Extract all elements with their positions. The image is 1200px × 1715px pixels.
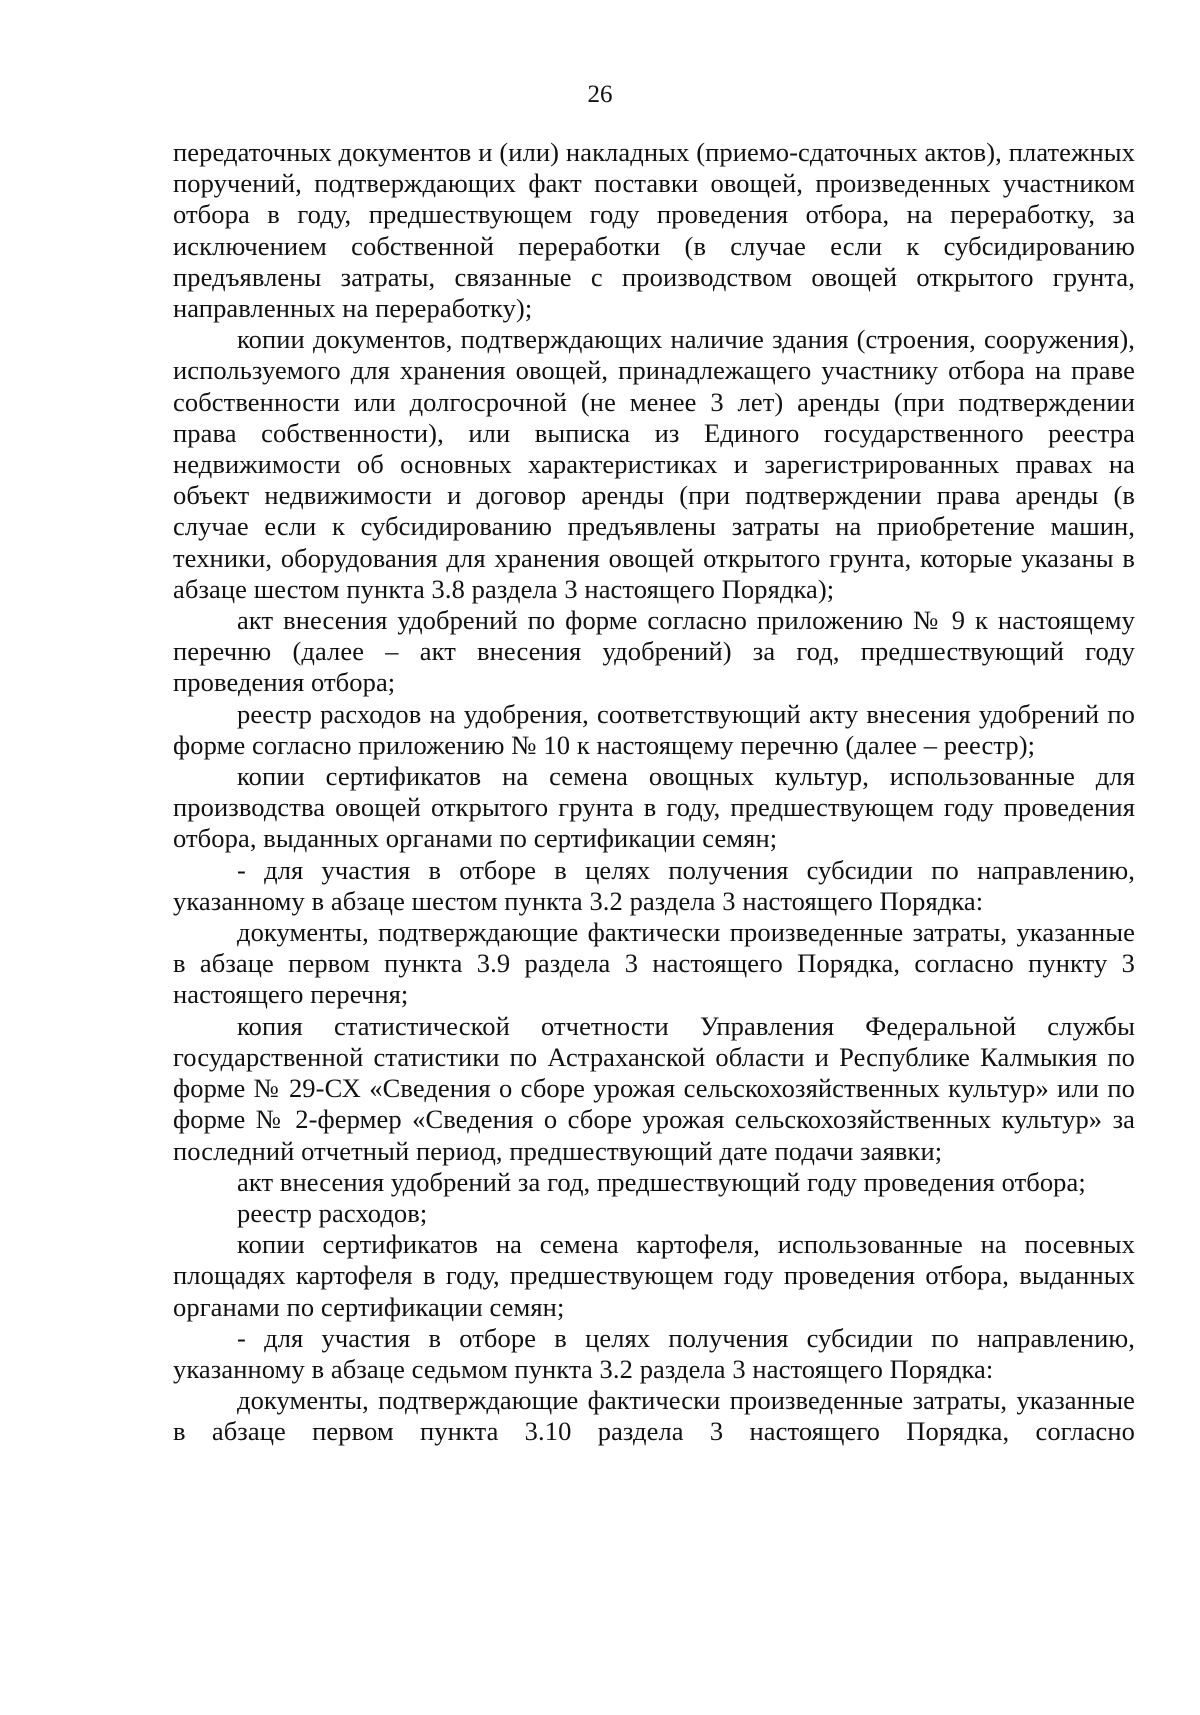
- paragraph-6: - для участия в отборе в целях получения субсидии по направлению, указанному в абзаце шестом пункта 3.2 раздела 3 настоящего Порядка:: [173, 854, 1135, 916]
- page-number: 26: [587, 81, 613, 108]
- paragraph-13: документы, подтверждающие фактически произведенные затраты, указанные в абзаце первом пункта 3.10 раздела 3 настоящего Порядка, согласно: [173, 1385, 1135, 1447]
- paragraph-10: реестр расходов;: [237, 1197, 428, 1228]
- document-body: [173, 137, 1135, 1448]
- paragraph-8: копия статистической отчетности Управления Федеральной службы государственной статистики по Астраханской области и Республике Калмыкия по форме № 29-СХ «Сведения о сборе урожая сельскохозяйственных культур» или по форме № 2-фермер «Сведения о сборе урожая сельскохозяйственных культур» за последний отчетный период, предшествующий дате подачи заявки;: [173, 1010, 1135, 1166]
- paragraph-2: копии документов, подтверждающих наличие здания (строения, сооружения), используемого для хранения овощей, принадлежащего участнику отбора на праве собственности или долгосрочной (не менее 3 лет) аренды (при подтверждении права собственности), или выписка из Единого государственного реестра недвижимости об основных характеристиках и зарегистрированных правах на объект недвижимости и договор аренды (при подтверждении права аренды (в случае если к субсидированию предъявлены затраты на приобретение машин, техники, оборудования для хранения овощей открытого грунта, которые указаны в абзаце шестом пункта 3.8 раздела 3 настоящего Порядка);: [173, 324, 1135, 604]
- paragraph-5: копии сертификатов на семена овощных культур, использованные для производства овощей открытого грунта в году, предшествующем году проведения отбора, выданных органами по сертификации семян;: [173, 761, 1135, 854]
- paragraph-3: акт внесения удобрений по форме согласно приложению № 9 к настоящему перечню (далее – акт внесения удобрений) за год, предшествующий году проведения отбора;: [173, 605, 1135, 698]
- paragraph-12: - для участия в отборе в целях получения субсидии по направлению, указанному в абзаце седьмом пункта 3.2 раздела 3 настоящего Порядка:: [173, 1322, 1135, 1384]
- paragraph-11: копии сертификатов на семена картофеля, использованные на посевных площадях картофеля в году, предшествующем году проведения отбора, выданных органами по сертификации семян;: [173, 1229, 1135, 1322]
- paragraph-7: документы, подтверждающие фактически произведенные затраты, указанные в абзаце первом пункта 3.9 раздела 3 настоящего Порядка, согласно пункту 3 настоящего перечня;: [173, 917, 1135, 1010]
- paragraph-1: передаточных документов и (или) накладных (приемо-сдаточных актов), платежных поручений, подтверждающих факт поставки овощей, произведенных участником отбора в году, предшествующем году проведения отбора, на переработку, за исключением собственной переработки (в случае если к субсидированию предъявлены затраты, связанные с производством овощей открытого грунта, направленных на переработку);: [173, 137, 1135, 324]
- paragraph-9: акт внесения удобрений за год, предшествующий году проведения отбора;: [237, 1166, 1086, 1197]
- paragraph-4: реестр расходов на удобрения, соответствующий акту внесения удобрений по форме согласно приложению № 10 к настоящему перечню (далее – реестр);: [173, 698, 1135, 760]
